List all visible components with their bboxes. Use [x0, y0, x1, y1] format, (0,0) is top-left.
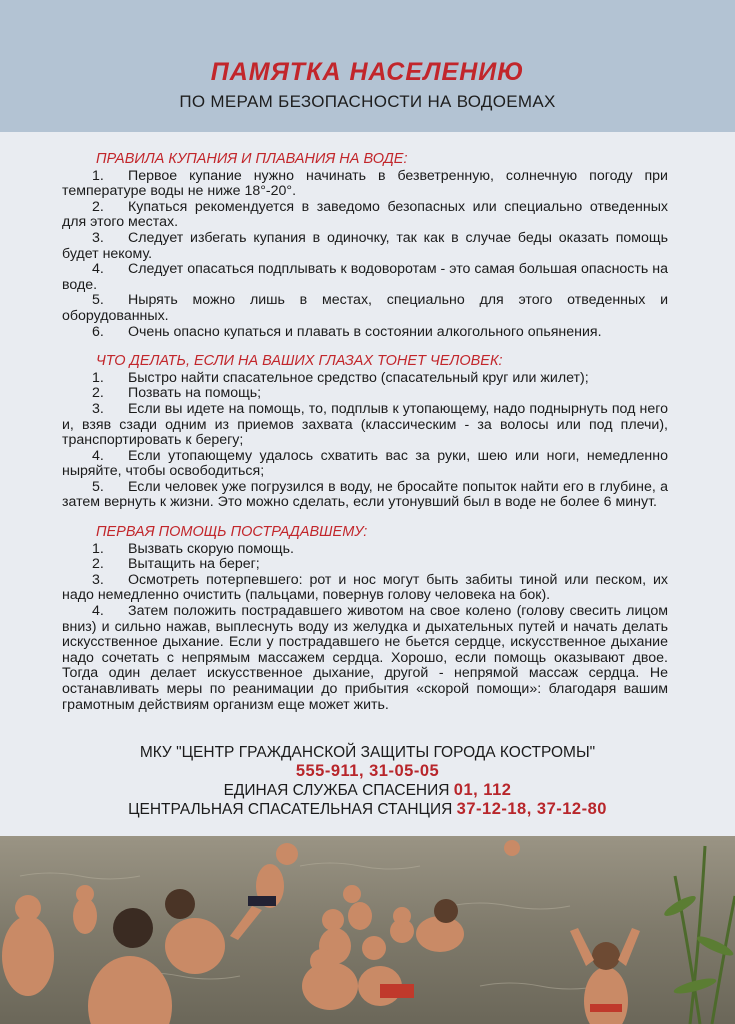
contacts-block — [0, 743, 735, 819]
list-item: 1. Первое купание нужно начинать в безветренную, солнечную погоду при температуре воды не ниже 18°-20°. — [62, 167, 668, 200]
section-first-aid — [62, 525, 668, 713]
list-item: 5. Если человек уже погрузился в воду, не бросайте попыток найти его в глубине, а затем вернуть к жизни. Это можно сделать, если утонувший был в воде не более 6 минут. — [62, 478, 668, 511]
list-item: 3. Следует избегать купания в одиночку, так как в случае беды оказать помощь будет некому. — [62, 229, 668, 262]
list-item: 2. Позвать на помощь; — [92, 385, 262, 402]
list-item: 2. Вытащить на берег; — [92, 556, 260, 573]
list-item: 1. Быстро найти спасательное средство (спасательный круг или жилет); — [92, 369, 589, 386]
section-title: ПРАВИЛА КУПАНИЯ И ПЛАВАНИЯ НА ВОДЕ: — [96, 151, 408, 167]
list-item: 4. Затем положить пострадавшего животом на свое колено (голову свесить лицом вниз) и сильно нажав, выплеснуть воду из желудка и дыхательных путей и начать делать искусственное дыхание. Если у пострадавшего не бьется сердце, искусственное дыхание надо сочетать с непрямым массажем сердца. Хорошо, если помощь оказывают двое. Тогда один делает искусственное дыхание, другой - непрямой массаж сердца. Не останавливать меры по реанимации до прибытия «скорой помощи»: благодаря вашим грамотным действиям организм еще может жить. — [62, 603, 668, 713]
list-item: 4. Если утопающему удалось схватить вас за руки, шею или ноги, немедленно ныряйте, чтобы освободиться; — [62, 447, 668, 480]
list-item: 4. Следует опасаться подплывать к водоворотам - это самая большая опасность на воде. — [62, 261, 668, 293]
page-title: ПАМЯТКА НАСЕЛЕНИЮ — [210, 58, 525, 86]
list-item: 2. Купаться рекомендуется в заведомо безопасных или специально отведенных для этого местах. — [62, 198, 668, 231]
list-item: 6. Очень опасно купаться и плавать в состоянии алкогольного опьянения. — [92, 323, 602, 340]
rules-content — [62, 152, 668, 727]
station-phones: 37-12-18, 37-12-80 — [456, 800, 607, 818]
section-swimming-rules — [62, 152, 668, 340]
rescue-phones: 01, 112 — [453, 781, 512, 799]
section-title: ПЕРВАЯ ПОМОЩЬ ПОСТРАДАВШЕМУ: — [96, 524, 368, 541]
swimmers-photo-illustration — [0, 836, 735, 1024]
swimmers-photo — [0, 836, 735, 1024]
station-line — [0, 800, 735, 819]
org-name: МКУ "ЦЕНТР ГРАЖДАНСКОЙ ЗАЩИТЫ ГОРОДА КОСТРОМЫ" — [139, 744, 596, 761]
page-subtitle: ПО МЕРАМ БЕЗОПАСНОСТИ НА ВОДОЕМАХ — [179, 92, 556, 111]
section-title: ЧТО ДЕЛАТЬ, ЕСЛИ НА ВАШИХ ГЛАЗАХ ТОНЕТ ЧЕЛОВЕК: — [96, 353, 503, 370]
station-label: ЦЕНТРАЛЬНАЯ СПАСАТЕЛЬНАЯ СТАНЦИЯ — [128, 801, 453, 818]
rescue-line — [0, 781, 735, 800]
header-banner — [0, 0, 735, 132]
section-drowning-help — [62, 354, 668, 511]
list-item: 3. Если вы идете на помощь, то, подплыв к утопающему, надо поднырнуть под него и, взяв сзади одним из приемов захвата (классическим - за волосы или под плечи), транспортировать к берегу; — [62, 400, 668, 449]
list-item: 3. Осмотреть потерпевшего: рот и нос могут быть забиты тиной или песком, их надо немедленно очистить (пальцами, повернув голову человека на бок). — [62, 571, 668, 604]
org-phones: 555-911, 31-05-05 — [295, 762, 440, 780]
list-item: 5. Нырять можно лишь в местах, специально для этого отведенных и оборудованных. — [62, 292, 668, 324]
rescue-label: ЕДИНАЯ СЛУЖБА СПАСЕНИЯ — [223, 782, 450, 799]
list-item: 1. Вызвать скорую помощь. — [92, 540, 294, 557]
